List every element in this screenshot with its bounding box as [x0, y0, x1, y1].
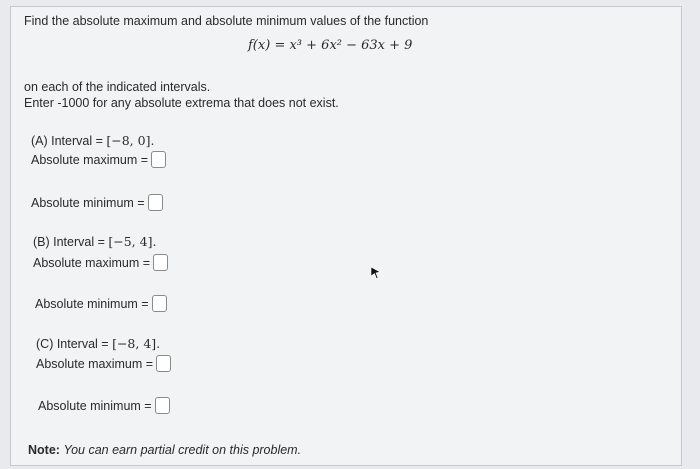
mouse-cursor-icon — [370, 266, 382, 280]
function-rhs: x³ + 6x² − 63x + 9 — [289, 38, 413, 53]
part-c-interval-value: [−8, 4]. — [112, 336, 161, 351]
note-label: Note: — [28, 443, 60, 457]
part-a-interval — [31, 133, 154, 148]
part-b-min-row — [35, 295, 167, 312]
part-c-interval — [36, 336, 160, 351]
note-text: You can earn partial credit on this problem. — [63, 443, 302, 457]
part-a-min-row — [31, 194, 163, 211]
part-c-max-row — [36, 355, 171, 372]
part-b-interval-value: [−5, 4]. — [108, 234, 157, 249]
part-a-max-input[interactable] — [151, 151, 166, 168]
part-c-min-input[interactable] — [155, 397, 170, 414]
problem-prompt: Find the absolute maximum and absolute minimum values of the function — [24, 14, 429, 28]
part-a-interval-value: [−8, 0]. — [106, 133, 155, 148]
part-a-min-input[interactable] — [148, 194, 163, 211]
part-a-max-row — [31, 151, 166, 168]
part-b-prefix: (B) Interval = — [33, 235, 109, 249]
function-lhs: f(x) — [248, 38, 271, 53]
part-c-max-label: Absolute maximum = — [36, 356, 154, 371]
part-b-max-label: Absolute maximum = — [33, 255, 151, 270]
part-c-min-label: Absolute minimum = — [38, 398, 152, 413]
part-c-prefix: (C) Interval = — [36, 337, 113, 351]
instruction-intervals: on each of the indicated intervals. — [24, 80, 211, 94]
part-a-min-label: Absolute minimum = — [31, 195, 145, 210]
part-b-min-label: Absolute minimum = — [35, 296, 149, 311]
function-equation: f(x) = x³ + 6x² − 63x + 9 — [248, 38, 413, 53]
part-c-max-input[interactable] — [156, 355, 171, 372]
part-c-min-row — [38, 397, 170, 414]
part-b-interval — [33, 234, 156, 249]
part-b-max-row — [33, 254, 168, 271]
part-a-prefix: (A) Interval = — [31, 134, 107, 148]
part-b-min-input[interactable] — [152, 295, 167, 312]
instruction-nonexistent: Enter -1000 for any absolute extrema that does not exist. — [24, 96, 339, 110]
partial-credit-note — [28, 443, 301, 457]
part-b-max-input[interactable] — [153, 254, 168, 271]
part-a-max-label: Absolute maximum = — [31, 152, 149, 167]
